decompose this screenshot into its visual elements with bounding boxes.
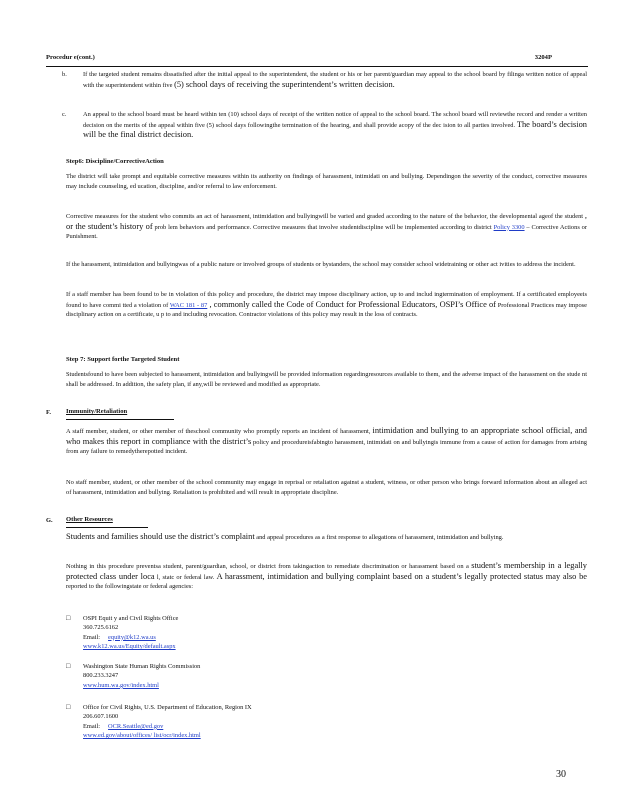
section-f-p1-emphasis: intimidation and bullying to an appropriate school official, and who makes this report in compliance with the district’s bbox=[66, 426, 587, 446]
step6-heading: Step6: Discipline/CorrectiveAction bbox=[66, 158, 164, 165]
step6-p4-emphasis: , commonly called the Code of Conduct for Professional Educators, OSPI’s Office of bbox=[207, 299, 496, 309]
step6-p2-body-2: prob lem behaviors and performance. Corrective measures that involve studentdiscipline will be implemented according to district bbox=[152, 223, 494, 231]
resource-email-row bbox=[83, 633, 283, 642]
ospi-email-link[interactable]: equity@k12.wa.us bbox=[108, 633, 156, 641]
section-f-underline bbox=[66, 419, 174, 420]
resource-name: Washington State Human Rights Commission bbox=[83, 663, 201, 670]
item-c-body: An appeal to the school board must be heard within ten (10) school days of receipt of the written notice of appeal to the school board. The school board will reviewthe record and render a written decision on the merits of the appeal within five (5) school days followingthe termination of the hearing, and shall provide acopy of the dec ision to all parties involved. bbox=[83, 111, 587, 129]
section-g-paragraph-2 bbox=[66, 561, 587, 592]
step6-p4-body: If a staff member has been found to be in violation of this policy and procedure, the district may impose disciplinary action, up to and includ ingtermination of employment. If a certificated employeeis found to have commi tted a violation of bbox=[66, 291, 587, 309]
resource-url-row bbox=[83, 681, 303, 690]
page-header bbox=[46, 54, 588, 67]
resource-phone: 206.607.1600 bbox=[83, 713, 119, 721]
item-c-marker: c. bbox=[62, 111, 67, 118]
section-g-p2-body-3: reported to the followingstate or federal agencies: bbox=[66, 583, 194, 591]
step6-paragraph-4 bbox=[66, 290, 587, 320]
step6-paragraph-2 bbox=[66, 211, 587, 242]
section-g-p2-body-2: l, statc or federal law. bbox=[154, 573, 217, 581]
section-g-heading bbox=[66, 516, 113, 523]
email-label: Email: bbox=[83, 633, 101, 641]
ocr-url-link[interactable]: www.ed.gov/about/offices/ list/ocr/index.html bbox=[83, 732, 201, 740]
resource-ocr bbox=[83, 703, 383, 741]
ospi-url-link[interactable]: www.k12.wa.us/Equity/default.aspx bbox=[83, 643, 176, 651]
header-policy-number: 3204P bbox=[534, 54, 552, 61]
section-g-underline bbox=[66, 527, 148, 528]
resource-email-row bbox=[83, 722, 383, 731]
checkbox-icon: □ bbox=[66, 614, 71, 622]
resource-phone: 360.725.6162 bbox=[83, 624, 119, 632]
step6-p2-body: Corrective measures for the student who commits an act of harassment, intimidation and bullyingwill be varied and graded according to the nature of the behavior, the developmental ageof the student bbox=[66, 213, 585, 220]
section-g-paragraph-1 bbox=[66, 532, 587, 543]
step6-paragraph-3: If the harassment, intimidation and bullyingwas of a public nature or involved groups of students or bystanders, the school may consider school widetraining or other act ivities to address the incident. bbox=[66, 261, 576, 268]
item-b-text bbox=[83, 70, 587, 90]
section-f-heading bbox=[66, 408, 127, 415]
step6-p4-body-2: Professional Practices may impose disciplinary action on a certificate, u p to and including revocation. Contractor violations of this policy may result in the loss of contracts. bbox=[66, 301, 587, 319]
resource-ospi bbox=[83, 614, 283, 652]
section-g-p2-emphasis: student’s membership in a legally protected class under loca bbox=[66, 561, 587, 581]
step7-heading: Step 7: Support forthe Targeted Student bbox=[66, 356, 180, 363]
item-b-marker: b. bbox=[62, 71, 67, 78]
step7-paragraph-1: Studentsfound to have been subjected to harassment, intimidation and bullyingwill be provided information regardingresources available to them, and the adverse impact of the harassment on the stude nt shall be addressed. In addition, the safety plan, if any,will be reviewed and modified as appropriate. bbox=[66, 371, 587, 388]
email-label: Email: bbox=[83, 722, 101, 730]
section-g-title: Other Resources bbox=[66, 516, 113, 523]
section-f-p1-body: A staff member, student, or other member of theschool community who promptly reports an incident of harassment, bbox=[66, 428, 373, 435]
section-g-p1-body: and appeal procedures as a first response to allegations of harassment, intimidation and bullying. bbox=[254, 534, 504, 541]
resource-name: Office for Civil Rights, U.S. Department of Education, Region IX bbox=[83, 704, 252, 711]
resource-name: OSPI Equit y and Civil Rights Office bbox=[83, 615, 179, 622]
resource-url-row bbox=[83, 642, 283, 651]
header-procedure-label: Procedur e(cont.) bbox=[46, 54, 95, 61]
section-f-title: Immunity/Retaliation bbox=[66, 408, 128, 415]
item-c-emphasis: The board’s decision will be the final district decision. bbox=[83, 119, 587, 140]
step6-paragraph-1: The district will take prompt and equitable corrective measures within its authority on findings of harassment, intimidati on and bullying. Dependingon the severity of the conduct, corrective measures may include counseling, ed ucation, discipline, and/or referral to law enforcement. bbox=[66, 173, 587, 190]
wac-181-87-link[interactable]: WAC 181 - 87 bbox=[169, 301, 208, 309]
section-f-paragraph-1 bbox=[66, 426, 587, 457]
resource-phone: 800.233.3247 bbox=[83, 672, 119, 680]
resource-hrc bbox=[83, 662, 303, 690]
hrc-url-link[interactable]: www.hum.wa.gov/index.html bbox=[83, 681, 159, 689]
checkbox-icon: □ bbox=[66, 662, 71, 670]
section-g-marker: G. bbox=[46, 517, 53, 524]
section-g-p2-emphasis-2: A harassment, intimidation and bullying complaint based on a student’s legally protected status may also be bbox=[216, 571, 587, 581]
ocr-email-link[interactable]: OCR.Seattle@ed.gov bbox=[108, 722, 164, 730]
section-f-p1-body-2: policy and procedureisfabingto harassment, intimidati on and bullyingis immune from a cause of action for damages from arising from any failure to remedytherepotted incident. bbox=[66, 438, 588, 456]
section-f-marker: F. bbox=[46, 409, 51, 416]
section-f-paragraph-2: No staff member, student, or other member of the school community may engage in reprisal or retaliation against a student, witness, or other person who brings forward information about an alleged act of harassment, intimidation and bullying. Retaliation is prohibited and will result in appropriate discipline. bbox=[66, 479, 587, 496]
step6-p2-body-3: – Corrective Actions or Punishment. bbox=[66, 223, 587, 241]
checkbox-icon: □ bbox=[66, 703, 71, 711]
section-g-p2-body: Nothing in this procedure preventsa student, parent/guardian, school, or district from takingaction to remediate discrimination or harassment based on a bbox=[66, 563, 472, 570]
page-number: 30 bbox=[556, 769, 566, 780]
resource-url-row bbox=[83, 731, 383, 740]
step6-p2-emphasis: , or the student’s history of bbox=[66, 211, 587, 231]
item-b-body: If the targeted student remains dissatisfied after the initial appeal to the superintendent, the student or his or her parent/guardian may appeal to the school board by filinga written notice of appeal with the superintendent within five bbox=[83, 71, 587, 89]
policy-3300-link[interactable]: Policy 3300 bbox=[493, 223, 525, 231]
section-g-p1-emphasis: Students and families should use the district’s complaint bbox=[66, 532, 255, 541]
item-c-text bbox=[83, 110, 587, 141]
item-b-emphasis: (5) school days of receiving the superintendent’s written decision. bbox=[174, 79, 395, 89]
